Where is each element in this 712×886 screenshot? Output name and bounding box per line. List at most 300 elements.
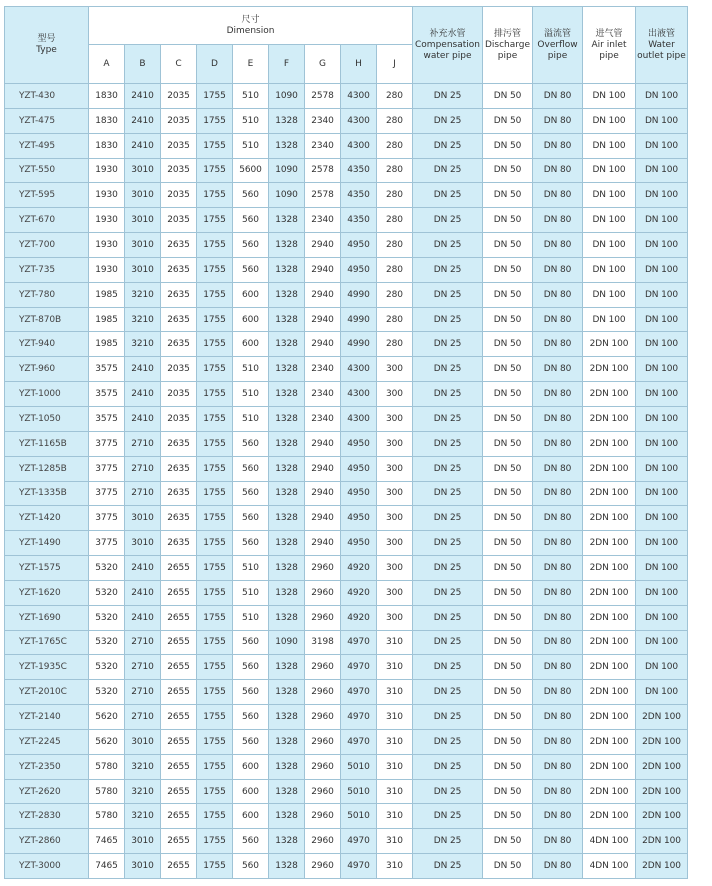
dimension-cell: 310 xyxy=(377,729,413,754)
dimension-cell: 4970 xyxy=(341,729,377,754)
dimension-cell: 1328 xyxy=(269,108,305,133)
pipe-size-cell: DN 25 xyxy=(413,208,483,233)
pipe-size-cell: 2DN 100 xyxy=(583,481,636,506)
dimension-cell: 2635 xyxy=(161,431,197,456)
dimension-cell: 1328 xyxy=(269,481,305,506)
dimension-cell: 280 xyxy=(377,183,413,208)
pipe-size-cell: DN 80 xyxy=(533,183,583,208)
dimension-cell: 2578 xyxy=(305,183,341,208)
pipe-size-cell: DN 80 xyxy=(533,605,583,630)
model-type-cell: YZT-495 xyxy=(5,133,89,158)
pipe-size-cell: DN 100 xyxy=(583,183,636,208)
dimension-cell: 510 xyxy=(233,133,269,158)
dimension-cell: 1755 xyxy=(197,456,233,481)
dimension-cell: 2635 xyxy=(161,257,197,282)
dimension-cell: 1328 xyxy=(269,332,305,357)
pipe-size-cell: 2DN 100 xyxy=(583,382,636,407)
pipe-size-cell: DN 25 xyxy=(413,332,483,357)
dimension-cell: 5010 xyxy=(341,754,377,779)
table-row xyxy=(5,506,688,531)
dimension-cell: 600 xyxy=(233,779,269,804)
dimension-cell: 1930 xyxy=(89,233,125,258)
pipe-size-cell: DN 100 xyxy=(636,580,688,605)
dimension-cell: 1328 xyxy=(269,357,305,382)
dimension-cell: 2410 xyxy=(125,605,161,630)
dimension-cell: 2035 xyxy=(161,183,197,208)
dimension-cell: 2635 xyxy=(161,233,197,258)
dimension-cell: 2635 xyxy=(161,456,197,481)
model-type-cell: YZT-1050 xyxy=(5,406,89,431)
table-row xyxy=(5,406,688,431)
table-row xyxy=(5,282,688,307)
table-row xyxy=(5,804,688,829)
dimension-cell: 2410 xyxy=(125,556,161,581)
model-type-cell: YZT-595 xyxy=(5,183,89,208)
dimension-cell: 4950 xyxy=(341,456,377,481)
model-type-cell: YZT-1575 xyxy=(5,556,89,581)
dimension-cell: 2960 xyxy=(305,729,341,754)
dimension-cell: 310 xyxy=(377,630,413,655)
dimension-cell: 5620 xyxy=(89,705,125,730)
dim-col-header: E xyxy=(233,45,269,84)
dimension-cell: 3010 xyxy=(125,233,161,258)
model-type-cell: YZT-2350 xyxy=(5,754,89,779)
dimension-cell: 2410 xyxy=(125,580,161,605)
dimension-cell: 1755 xyxy=(197,829,233,854)
dimension-cell: 7465 xyxy=(89,854,125,879)
pipe-size-cell: 2DN 100 xyxy=(636,854,688,879)
dimension-cell: 4350 xyxy=(341,208,377,233)
dimension-cell: 1328 xyxy=(269,829,305,854)
pipe-size-cell: DN 25 xyxy=(413,257,483,282)
dimension-cell: 2710 xyxy=(125,655,161,680)
pipe-size-cell: DN 80 xyxy=(533,332,583,357)
pipe-header-water-outlet xyxy=(636,7,688,84)
dimension-cell: 560 xyxy=(233,705,269,730)
pipe-size-cell: DN 100 xyxy=(636,680,688,705)
pipe-header-en: pipe xyxy=(497,50,518,61)
dimension-cell: 2960 xyxy=(305,680,341,705)
type-header-en: Type xyxy=(36,45,57,55)
dimension-cell: 300 xyxy=(377,357,413,382)
dimension-cell: 2710 xyxy=(125,456,161,481)
dimension-cell: 2710 xyxy=(125,431,161,456)
table-row xyxy=(5,605,688,630)
dimension-cell: 5320 xyxy=(89,556,125,581)
pipe-size-cell: 2DN 100 xyxy=(583,630,636,655)
dimension-cell: 4990 xyxy=(341,282,377,307)
dimension-cell: 2635 xyxy=(161,332,197,357)
dimension-cell: 4300 xyxy=(341,382,377,407)
dimension-cell: 2655 xyxy=(161,829,197,854)
dimension-cell: 560 xyxy=(233,506,269,531)
dimension-cell: 2340 xyxy=(305,133,341,158)
model-type-cell: YZT-550 xyxy=(5,158,89,183)
dimension-cell: 1755 xyxy=(197,605,233,630)
dimension-cell: 560 xyxy=(233,680,269,705)
pipe-size-cell: DN 80 xyxy=(533,630,583,655)
dimension-cell: 4920 xyxy=(341,605,377,630)
model-type-cell: YZT-2620 xyxy=(5,779,89,804)
dimension-cell: 1328 xyxy=(269,605,305,630)
dimension-cell: 5780 xyxy=(89,754,125,779)
dimension-cell: 4950 xyxy=(341,506,377,531)
pipe-size-cell: DN 100 xyxy=(583,158,636,183)
dimension-cell: 2960 xyxy=(305,829,341,854)
dimension-cell: 1755 xyxy=(197,779,233,804)
dimension-cell: 2410 xyxy=(125,357,161,382)
dimension-cell: 1328 xyxy=(269,754,305,779)
pipe-size-cell: DN 25 xyxy=(413,307,483,332)
dimension-cell: 3775 xyxy=(89,431,125,456)
pipe-size-cell: DN 50 xyxy=(483,804,533,829)
table-row xyxy=(5,456,688,481)
table-row xyxy=(5,108,688,133)
dimension-cell: 3210 xyxy=(125,332,161,357)
dimension-cell: 1328 xyxy=(269,282,305,307)
pipe-size-cell: DN 80 xyxy=(533,506,583,531)
dimension-cell: 4300 xyxy=(341,84,377,109)
dimension-cell: 300 xyxy=(377,556,413,581)
dimension-cell: 3010 xyxy=(125,257,161,282)
model-type-cell: YZT-1335B xyxy=(5,481,89,506)
dimension-cell: 1328 xyxy=(269,804,305,829)
pipe-size-cell: DN 100 xyxy=(636,406,688,431)
pipe-size-cell: DN 25 xyxy=(413,655,483,680)
dimension-cell: 1755 xyxy=(197,729,233,754)
pipe-size-cell: DN 25 xyxy=(413,233,483,258)
dimension-cell: 2635 xyxy=(161,506,197,531)
dimension-cell: 1328 xyxy=(269,257,305,282)
dimension-cell: 2635 xyxy=(161,282,197,307)
model-type-cell: YZT-735 xyxy=(5,257,89,282)
dimension-cell: 1755 xyxy=(197,307,233,332)
dimension-cell: 3210 xyxy=(125,754,161,779)
dimension-cell: 1755 xyxy=(197,233,233,258)
pipe-size-cell: DN 80 xyxy=(533,108,583,133)
pipe-size-cell: DN 100 xyxy=(636,605,688,630)
dimension-cell: 2655 xyxy=(161,655,197,680)
model-type-cell: YZT-1490 xyxy=(5,531,89,556)
model-type-cell: YZT-1935C xyxy=(5,655,89,680)
pipe-size-cell: DN 50 xyxy=(483,680,533,705)
dimension-cell: 2035 xyxy=(161,158,197,183)
dimension-cell: 4950 xyxy=(341,431,377,456)
dimension-cell: 2940 xyxy=(305,332,341,357)
pipe-size-cell: DN 50 xyxy=(483,829,533,854)
dimension-cell: 1328 xyxy=(269,431,305,456)
dimension-cell: 560 xyxy=(233,456,269,481)
pipe-size-cell: DN 100 xyxy=(636,456,688,481)
pipe-size-cell: DN 25 xyxy=(413,556,483,581)
dimension-cell: 600 xyxy=(233,307,269,332)
dimension-cell: 2035 xyxy=(161,133,197,158)
dimension-cell: 1755 xyxy=(197,332,233,357)
pipe-size-cell: DN 25 xyxy=(413,705,483,730)
dimension-cell: 560 xyxy=(233,655,269,680)
pipe-size-cell: DN 80 xyxy=(533,158,583,183)
table-row xyxy=(5,183,688,208)
dim-col-header: H xyxy=(341,45,377,84)
dimension-cell: 4300 xyxy=(341,108,377,133)
model-type-cell: YZT-1690 xyxy=(5,605,89,630)
dimension-cell: 560 xyxy=(233,208,269,233)
dim-col-header: B xyxy=(125,45,161,84)
dimension-cell: 1830 xyxy=(89,84,125,109)
pipe-size-cell: DN 100 xyxy=(636,307,688,332)
pipe-size-cell: DN 25 xyxy=(413,630,483,655)
dimension-cell: 560 xyxy=(233,630,269,655)
pipe-size-cell: DN 100 xyxy=(636,208,688,233)
dimension-cell: 310 xyxy=(377,804,413,829)
table-row xyxy=(5,158,688,183)
dimension-cell: 1328 xyxy=(269,307,305,332)
pipe-size-cell: DN 80 xyxy=(533,208,583,233)
dimension-cell: 4990 xyxy=(341,307,377,332)
dimension-cell: 1985 xyxy=(89,282,125,307)
pipe-size-cell: 2DN 100 xyxy=(583,804,636,829)
dimension-cell: 3575 xyxy=(89,406,125,431)
pipe-size-cell: 4DN 100 xyxy=(583,829,636,854)
model-type-cell: YZT-430 xyxy=(5,84,89,109)
table-row xyxy=(5,580,688,605)
pipe-size-cell: DN 100 xyxy=(636,357,688,382)
pipe-size-cell: DN 100 xyxy=(583,307,636,332)
pipe-header-cn: 进气管 xyxy=(595,28,623,39)
dimension-cell: 2655 xyxy=(161,854,197,879)
pipe-size-cell: DN 50 xyxy=(483,108,533,133)
dimension-cell: 1328 xyxy=(269,705,305,730)
pipe-size-cell: 2DN 100 xyxy=(583,456,636,481)
dimension-cell: 3575 xyxy=(89,357,125,382)
dimension-cell: 1755 xyxy=(197,183,233,208)
dimension-cell: 2340 xyxy=(305,357,341,382)
pipe-size-cell: DN 80 xyxy=(533,531,583,556)
dimension-cell: 1090 xyxy=(269,630,305,655)
pipe-size-cell: 2DN 100 xyxy=(583,754,636,779)
pipe-size-cell: DN 50 xyxy=(483,754,533,779)
dimension-cell: 510 xyxy=(233,108,269,133)
pipe-size-cell: DN 25 xyxy=(413,829,483,854)
pipe-size-cell: 2DN 100 xyxy=(583,705,636,730)
pipe-size-cell: DN 25 xyxy=(413,108,483,133)
dimension-cell: 2035 xyxy=(161,108,197,133)
pipe-size-cell: DN 100 xyxy=(636,655,688,680)
model-type-cell: YZT-2140 xyxy=(5,705,89,730)
dimension-cell: 280 xyxy=(377,158,413,183)
pipe-size-cell: DN 80 xyxy=(533,431,583,456)
dimension-cell: 280 xyxy=(377,208,413,233)
pipe-size-cell: DN 100 xyxy=(636,282,688,307)
pipe-size-cell: DN 100 xyxy=(636,556,688,581)
dimension-cell: 2960 xyxy=(305,705,341,730)
model-type-cell: YZT-1165B xyxy=(5,431,89,456)
pipe-size-cell: 2DN 100 xyxy=(583,406,636,431)
dimension-cell: 4300 xyxy=(341,133,377,158)
dimension-cell: 1930 xyxy=(89,257,125,282)
pipe-size-cell: DN 50 xyxy=(483,605,533,630)
table-row xyxy=(5,705,688,730)
pipe-size-cell: DN 80 xyxy=(533,133,583,158)
model-type-cell: YZT-1000 xyxy=(5,382,89,407)
dimension-cell: 3010 xyxy=(125,829,161,854)
dimension-cell: 4990 xyxy=(341,332,377,357)
dim-col-header: C xyxy=(161,45,197,84)
table-row xyxy=(5,233,688,258)
pipe-size-cell: DN 100 xyxy=(636,382,688,407)
dimension-cell: 2655 xyxy=(161,605,197,630)
pipe-size-cell: DN 100 xyxy=(636,257,688,282)
pipe-size-cell: DN 25 xyxy=(413,854,483,879)
dimension-cell: 2655 xyxy=(161,754,197,779)
pipe-header-en: pipe xyxy=(599,50,619,61)
dimension-cell: 1755 xyxy=(197,158,233,183)
dimension-cell: 280 xyxy=(377,257,413,282)
dimension-cell: 2340 xyxy=(305,108,341,133)
dimension-cell: 1930 xyxy=(89,158,125,183)
dimension-cell: 1755 xyxy=(197,382,233,407)
dimension-cell: 2655 xyxy=(161,705,197,730)
dimension-cell: 280 xyxy=(377,84,413,109)
table-body xyxy=(5,84,688,879)
pipe-size-cell: 2DN 100 xyxy=(583,580,636,605)
pipe-size-cell: DN 50 xyxy=(483,307,533,332)
pipe-size-cell: DN 100 xyxy=(636,431,688,456)
table-row xyxy=(5,854,688,879)
dimension-cell: 1755 xyxy=(197,257,233,282)
dimension-cell: 1755 xyxy=(197,431,233,456)
pipe-size-cell: DN 50 xyxy=(483,506,533,531)
table-row xyxy=(5,754,688,779)
pipe-size-cell: DN 25 xyxy=(413,729,483,754)
dimension-cell: 7465 xyxy=(89,829,125,854)
dimension-cell: 310 xyxy=(377,779,413,804)
dimension-cell: 2655 xyxy=(161,779,197,804)
dimension-cell: 1755 xyxy=(197,531,233,556)
pipe-size-cell: DN 80 xyxy=(533,382,583,407)
pipe-size-cell: DN 80 xyxy=(533,307,583,332)
dimension-cell: 4970 xyxy=(341,630,377,655)
dimension-cell: 2940 xyxy=(305,506,341,531)
dimension-cell: 4970 xyxy=(341,705,377,730)
dimension-cell: 3010 xyxy=(125,158,161,183)
dimension-cell: 1328 xyxy=(269,655,305,680)
pipe-size-cell: DN 50 xyxy=(483,854,533,879)
pipe-size-cell: DN 100 xyxy=(583,233,636,258)
pipe-header-air-inlet xyxy=(583,7,636,84)
pipe-size-cell: DN 100 xyxy=(636,233,688,258)
table-row xyxy=(5,307,688,332)
dimension-cell: 2940 xyxy=(305,307,341,332)
pipe-size-cell: DN 80 xyxy=(533,729,583,754)
pipe-size-cell: DN 25 xyxy=(413,481,483,506)
pipe-size-cell: DN 25 xyxy=(413,605,483,630)
pipe-size-cell: DN 25 xyxy=(413,456,483,481)
dimension-cell: 600 xyxy=(233,804,269,829)
model-type-cell: YZT-2010C xyxy=(5,680,89,705)
pipe-header-overflow xyxy=(533,7,583,84)
dimension-cell: 2655 xyxy=(161,580,197,605)
dimension-cell: 300 xyxy=(377,382,413,407)
dimension-cell: 560 xyxy=(233,729,269,754)
table-row xyxy=(5,729,688,754)
table-row xyxy=(5,332,688,357)
dimension-cell: 560 xyxy=(233,531,269,556)
dimension-cell: 2960 xyxy=(305,605,341,630)
dimension-cell: 3775 xyxy=(89,481,125,506)
pipe-header-en: Air inlet xyxy=(591,39,627,50)
pipe-size-cell: DN 25 xyxy=(413,779,483,804)
pipe-header-en: water pipe xyxy=(423,50,472,61)
dimension-cell: 1328 xyxy=(269,133,305,158)
model-type-cell: YZT-2860 xyxy=(5,829,89,854)
dimension-cell: 280 xyxy=(377,282,413,307)
dimension-cell: 1328 xyxy=(269,406,305,431)
pipe-size-cell: DN 50 xyxy=(483,282,533,307)
pipe-size-cell: DN 50 xyxy=(483,655,533,680)
pipe-header-cn: 出液管 xyxy=(647,28,675,39)
pipe-size-cell: DN 50 xyxy=(483,257,533,282)
dimension-cell: 3575 xyxy=(89,382,125,407)
dimension-cell: 4300 xyxy=(341,406,377,431)
dimension-cell: 3210 xyxy=(125,779,161,804)
table-row xyxy=(5,382,688,407)
dimension-cell: 1328 xyxy=(269,382,305,407)
dimension-cell: 3210 xyxy=(125,282,161,307)
pipe-size-cell: DN 25 xyxy=(413,84,483,109)
dimension-cell: 2710 xyxy=(125,481,161,506)
dimension-cell: 1755 xyxy=(197,705,233,730)
dimension-cell: 5320 xyxy=(89,630,125,655)
table-header xyxy=(5,7,688,84)
dimension-cell: 2655 xyxy=(161,729,197,754)
dimension-cell: 2940 xyxy=(305,431,341,456)
dimension-cell: 1328 xyxy=(269,729,305,754)
pipe-size-cell: DN 100 xyxy=(636,158,688,183)
model-type-cell: YZT-3000 xyxy=(5,854,89,879)
table-row xyxy=(5,556,688,581)
model-type-cell: YZT-780 xyxy=(5,282,89,307)
dimension-cell: 560 xyxy=(233,257,269,282)
table-row xyxy=(5,133,688,158)
table-row xyxy=(5,630,688,655)
dimension-cell: 1830 xyxy=(89,133,125,158)
pipe-size-cell: DN 25 xyxy=(413,431,483,456)
pipe-size-cell: DN 100 xyxy=(583,257,636,282)
dimension-cell: 5320 xyxy=(89,680,125,705)
dimension-cell: 5620 xyxy=(89,729,125,754)
pipe-size-cell: 2DN 100 xyxy=(636,754,688,779)
pipe-size-cell: DN 25 xyxy=(413,680,483,705)
dimension-cell: 2710 xyxy=(125,630,161,655)
dimension-cell: 560 xyxy=(233,183,269,208)
dimension-cell: 3010 xyxy=(125,208,161,233)
pipe-size-cell: DN 25 xyxy=(413,183,483,208)
dimension-cell: 1755 xyxy=(197,84,233,109)
model-type-cell: YZT-870B xyxy=(5,307,89,332)
pipe-size-cell: DN 50 xyxy=(483,729,533,754)
pipe-size-cell: DN 100 xyxy=(583,84,636,109)
dimension-cell: 5780 xyxy=(89,804,125,829)
pipe-size-cell: DN 100 xyxy=(636,84,688,109)
pipe-size-cell: DN 50 xyxy=(483,630,533,655)
pipe-size-cell: DN 100 xyxy=(636,183,688,208)
spec-table-container xyxy=(4,6,688,879)
table-row xyxy=(5,84,688,109)
table-row xyxy=(5,779,688,804)
dimension-cell: 3210 xyxy=(125,307,161,332)
dimension-cell: 2340 xyxy=(305,208,341,233)
